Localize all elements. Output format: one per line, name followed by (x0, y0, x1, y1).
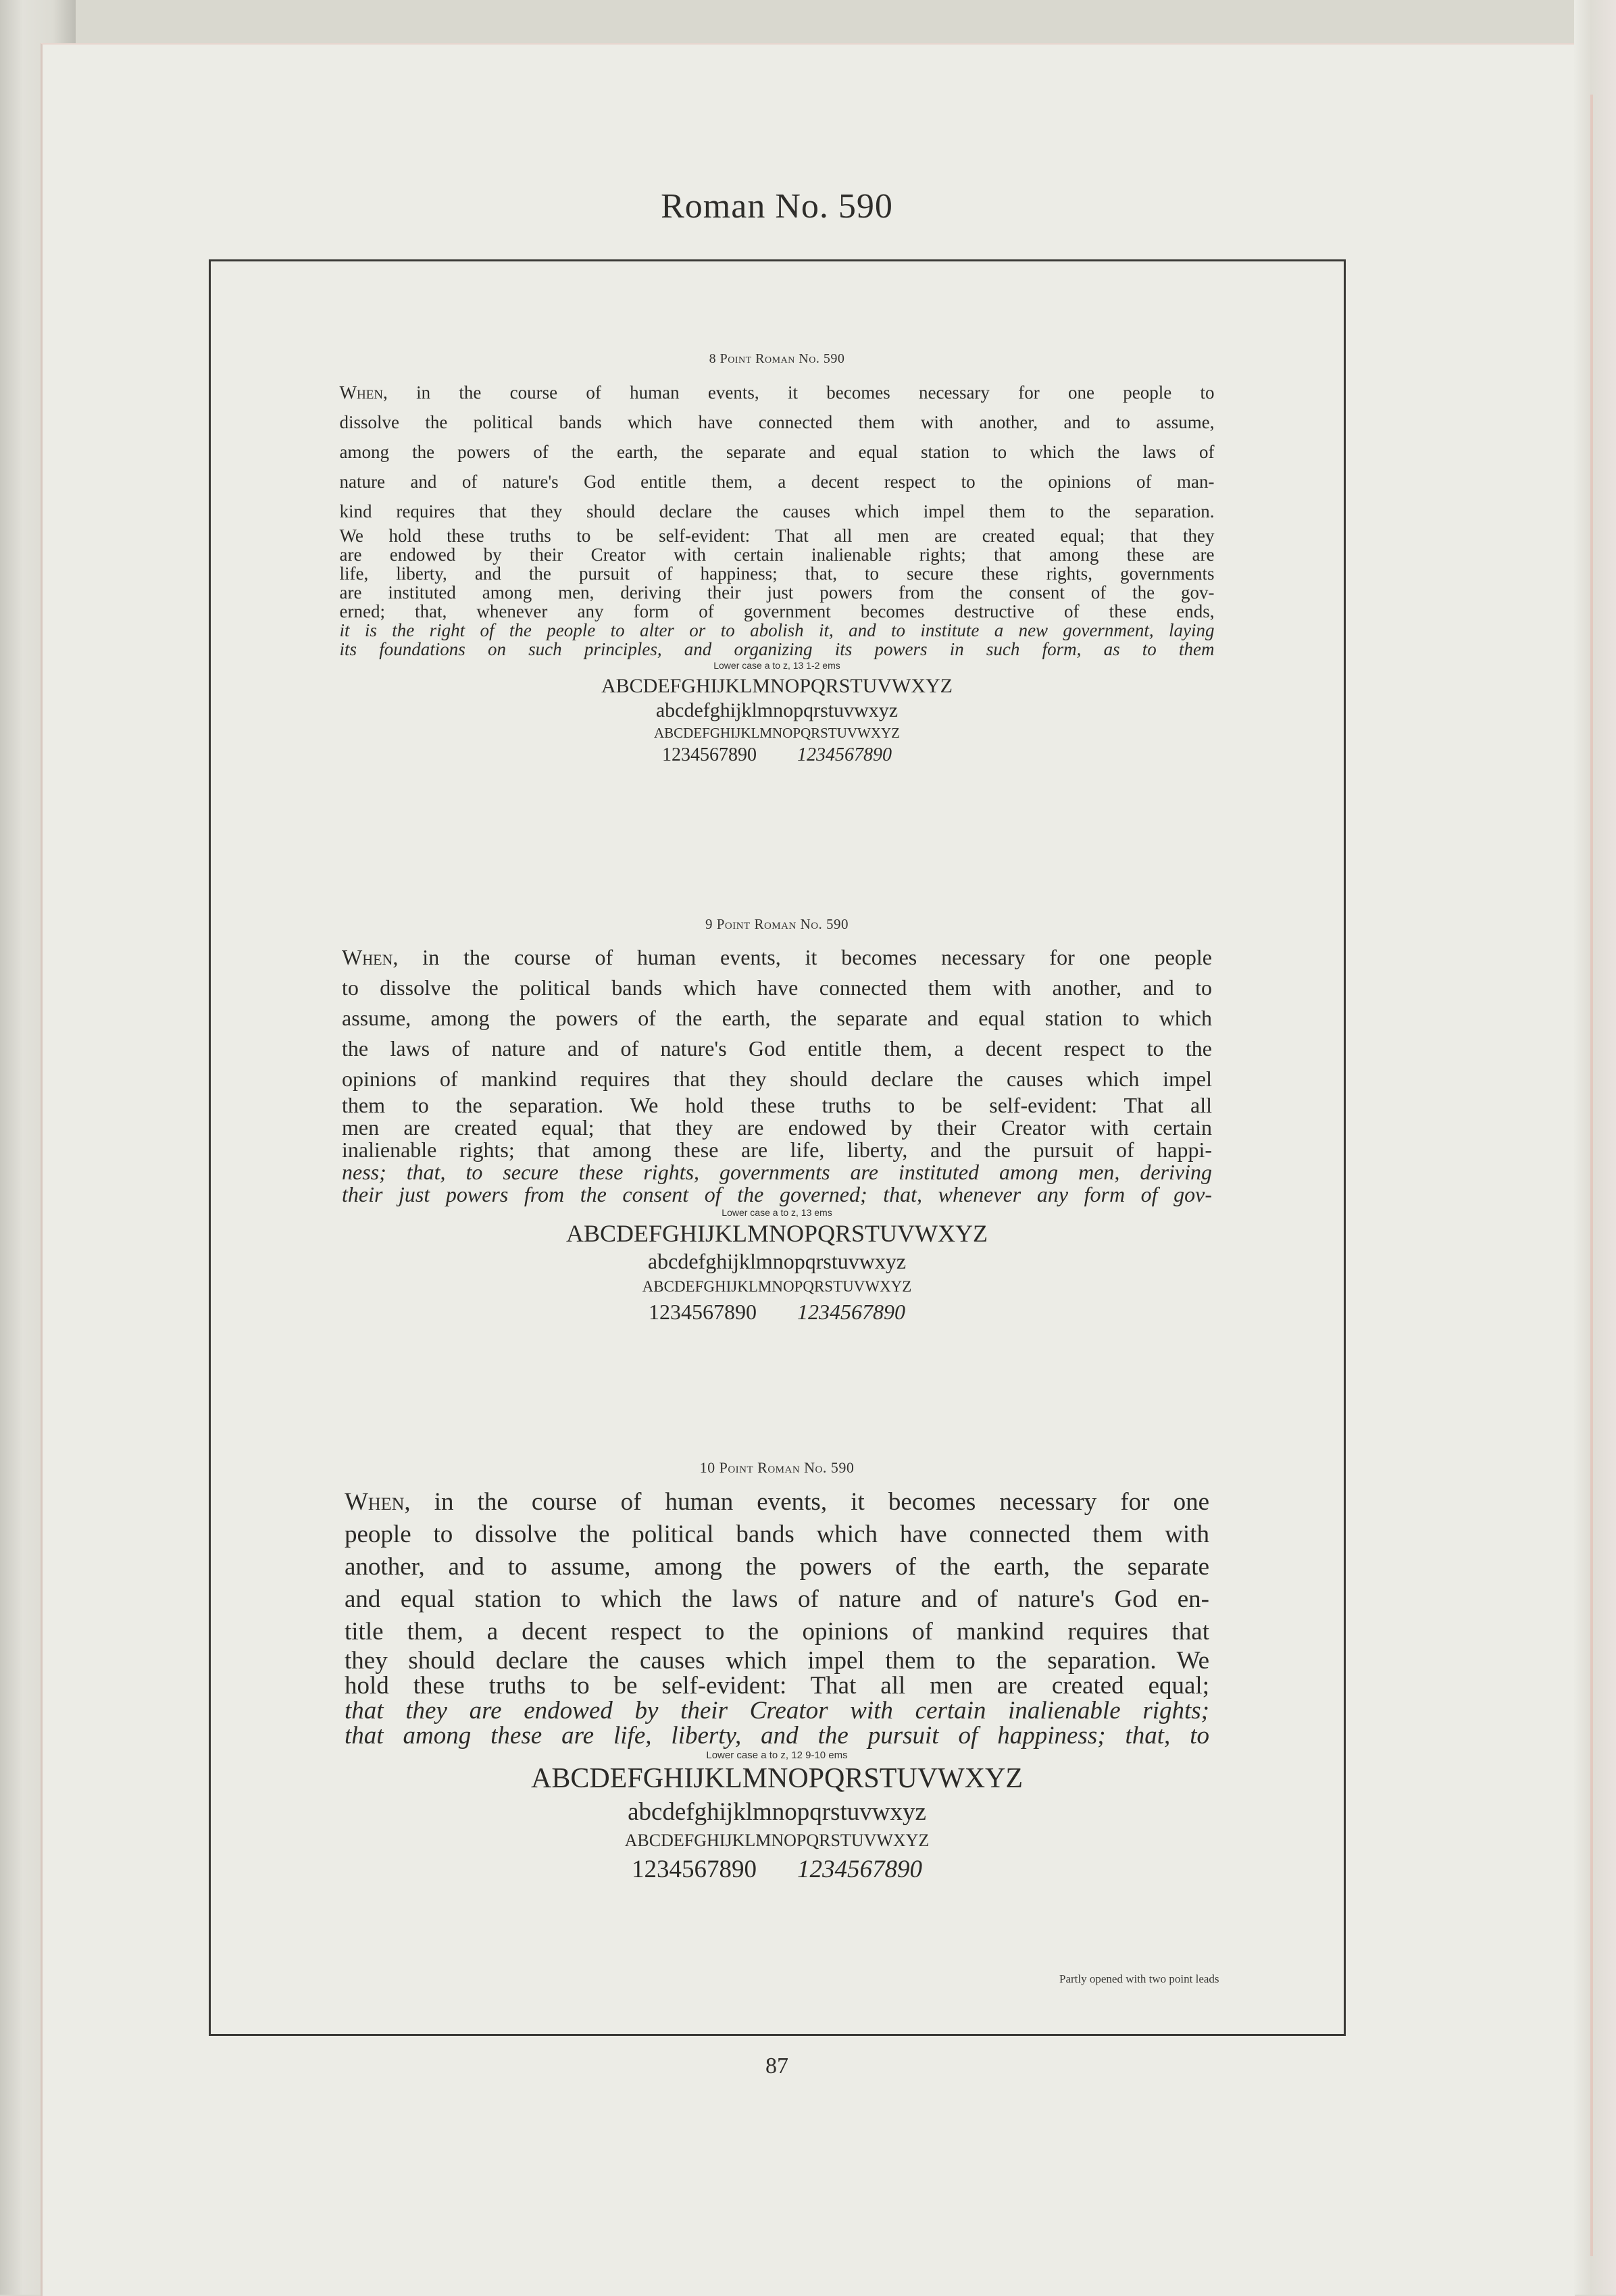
italic-figures: 1234567890 (797, 1856, 922, 1883)
lead-word: When (342, 945, 393, 969)
specimen-title: 9 Point Roman No. 590 (705, 916, 849, 932)
text-line: to dissolve the political bands which have connected them with another, and to (342, 975, 1212, 1000)
lowercase-alphabet: abcdefghijklmnopqrstuvwxyz (647, 1249, 907, 1273)
italic-text-line: its foundations on such principles, and organizing its powers in such form, as to them (339, 639, 1215, 659)
text-line: We hold these truths to be self-evident: That all men are created equal; that they (339, 526, 1215, 546)
text-line: people to dissolve the political bands which have connected them with (345, 1521, 1209, 1548)
italic-text-line: ness; that, to secure these rights, governments are instituted among men, deriving (342, 1160, 1212, 1184)
text-line: When, in the course of human events, it becomes necessary for one (345, 1488, 1209, 1516)
specimen-8-point (0, 351, 1554, 766)
text-line: and equal station to which the laws of nature and of nature's God en- (345, 1585, 1209, 1613)
running-head: Roman No. 590 (661, 187, 893, 226)
italic-text-line: that they are endowed by their Creator with certain inalienable rights; (345, 1697, 1209, 1725)
capitals-alphabet: ABCDEFGHIJKLMNOPQRSTUVWXYZ (530, 1763, 1024, 1794)
italic-figures: 1234567890 (797, 1300, 905, 1324)
text-line: men are created equal; that they are endowed by their Creator with certain (342, 1115, 1212, 1140)
page-number: 87 (765, 2053, 788, 2078)
text-line: are endowed by their Creator with certain inalienable rights; that among these are (339, 544, 1215, 565)
text-line: nature and of nature's God entitle them, a decent respect to the opinions of man- (339, 471, 1215, 492)
text-line: erned; that, whenever any form of government becomes destructive of these ends, (339, 601, 1215, 621)
roman-figures: 1234567890 (662, 744, 757, 765)
small-caps-alphabet: ABCDEFGHIJKLMNOPQRSTUVWXYZ (642, 1278, 912, 1295)
text-line: assume, among the powers of the earth, the separate and equal station to which (342, 1006, 1212, 1030)
leads-note: Partly opened with two point leads (1059, 1972, 1219, 1985)
text-line: another, and to assume, among the powers of the earth, the separate (345, 1553, 1209, 1581)
text-line: When, in the course of human events, it becomes necessary for one people (342, 945, 1212, 969)
capitals-alphabet: ABCDEFGHIJKLMNOPQRSTUVWXYZ (565, 1220, 988, 1247)
specimen-10-point (0, 1459, 1554, 1884)
text-line: inalienable rights; that among these are life, liberty, and the pursuit of happi- (342, 1138, 1212, 1162)
capitals-alphabet: ABCDEFGHIJKLMNOPQRSTUVWXYZ (601, 675, 953, 697)
specimen-text (345, 1486, 1209, 1748)
figures-row (0, 744, 1554, 766)
roman-figures: 1234567890 (649, 1300, 757, 1324)
lowercase-note: Lower case a to z, 13 ems (722, 1207, 832, 1218)
lead-word: When (339, 382, 384, 403)
lowercase-note: Lower case a to z, 13 1-2 ems (713, 660, 840, 671)
text-line: hold these truths to be self-evident: That all men are created equal; (345, 1672, 1209, 1700)
text-line: the laws of nature and of nature's God entitle them, a decent respect to the (342, 1036, 1212, 1061)
text-line: title them, a decent respect to the opinions of mankind requires that (345, 1618, 1209, 1646)
text-line: life, liberty, and the pursuit of happiness; that, to secure these rights, governments (339, 563, 1215, 584)
specimen-title: 10 Point Roman No. 590 (699, 1459, 855, 1476)
small-caps-alphabet: ABCDEFGHIJKLMNOPQRSTUVWXYZ (653, 725, 900, 741)
italic-text-line: their just powers from the consent of the governed; that, whenever any form of gov- (342, 1182, 1212, 1206)
figures-row (0, 1855, 1554, 1884)
text-line: are instituted among men, deriving their just powers from the consent of the gov- (339, 582, 1215, 603)
small-caps-alphabet: ABCDEFGHIJKLMNOPQRSTUVWXYZ (624, 1831, 930, 1850)
italic-text-line: it is the right of the people to alter or to abolish it, and to institute a new government, laying (339, 620, 1215, 640)
lowercase-alphabet: abcdefghijklmnopqrstuvwxyz (628, 1798, 926, 1826)
lowercase-note: Lower case a to z, 12 9-10 ems (706, 1750, 848, 1761)
text-line: among the powers of the earth, the separate and equal station to which the laws of (339, 442, 1215, 462)
roman-figures: 1234567890 (632, 1856, 757, 1883)
text-line: they should declare the causes which impel them to the separation. We (345, 1647, 1209, 1675)
italic-text-line: that among these are life, liberty, and the pursuit of happiness; that, to (345, 1722, 1209, 1750)
text-line: them to the separation. We hold these truths to be self-evident: That all (342, 1093, 1212, 1117)
specimen-title: 8 Point Roman No. 590 (709, 351, 845, 366)
lead-word: When (345, 1488, 405, 1516)
specimen-text (340, 378, 1215, 659)
lowercase-alphabet: abcdefghijklmnopqrstuvwxyz (655, 699, 899, 721)
page-edge (1574, 0, 1616, 2295)
figures-row (0, 1300, 1554, 1325)
italic-figures: 1234567890 (797, 744, 892, 765)
text-line: kind requires that they should declare the causes which impel them to the separation. (339, 501, 1215, 521)
text-line: When, in the course of human events, it becomes necessary for one people to (339, 382, 1215, 403)
text-line: dissolve the political bands which have connected them with another, and to assume, (339, 412, 1215, 432)
specimen-text (342, 942, 1212, 1206)
text-line: opinions of mankind requires that they should declare the causes which impel (342, 1067, 1212, 1091)
specimen-9-point (0, 916, 1554, 1325)
